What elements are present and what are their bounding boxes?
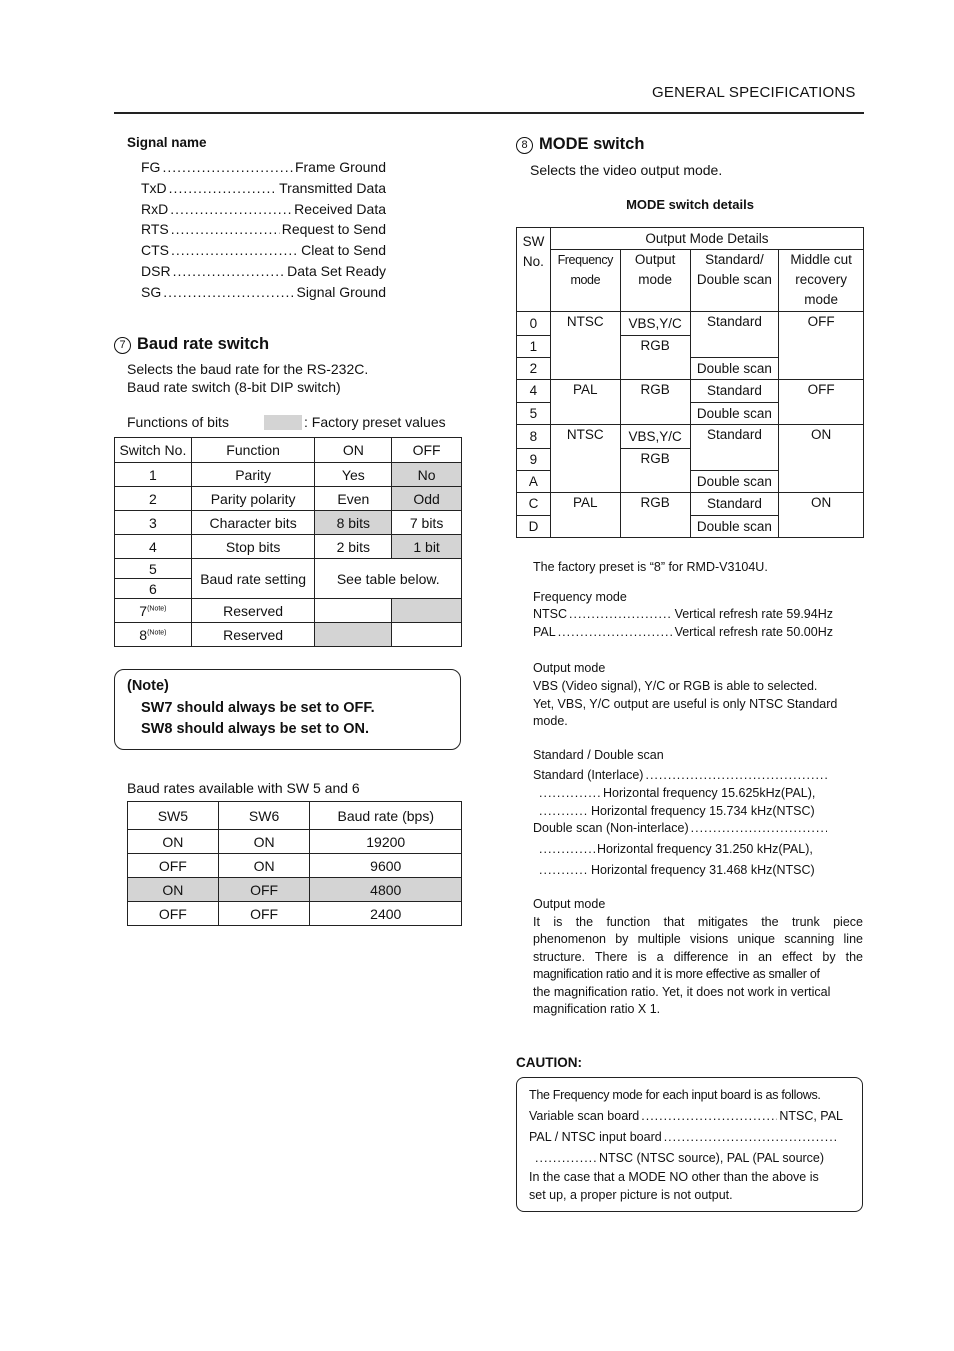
table-row: 0 NTSC VBS,Y/C Standard OFF (517, 312, 864, 336)
table-row: 4 Stop bits 2 bits 1 bit (115, 535, 462, 559)
table-row: A Double scan (517, 471, 864, 493)
baud-desc-1: Selects the baud rate for the RS-232C. (127, 361, 369, 377)
signal-item: RxD ..... Received Data (141, 199, 386, 220)
table-row: 3 Character bits 8 bits 7 bits (115, 511, 462, 535)
preset-swatch (264, 415, 302, 430)
functions-label: Functions of bits (127, 414, 229, 430)
note-box: (Note) SW7 should always be set to OFF. SW8 should always be set to ON. (114, 669, 461, 750)
page-header: GENERAL SPECIFICATIONS (652, 84, 856, 101)
table-row: 6 (115, 579, 462, 599)
table-row: 1 RGB (517, 336, 864, 358)
table-row: 1 Parity Yes No (115, 463, 462, 487)
signal-item: DSR ..... Data Set Ready (141, 261, 386, 282)
header-rule (114, 112, 864, 114)
table-row: 9 RGB (517, 449, 864, 471)
table-row: 2 Double scan (517, 358, 864, 380)
caution-title: CAUTION: (516, 1055, 582, 1070)
table-row: 2 Parity polarity Even Odd (115, 487, 462, 511)
table-row-preset: ON OFF 4800 (128, 878, 462, 902)
table-row: ON ON 19200 (128, 830, 462, 854)
signal-list (141, 157, 386, 303)
table-row: 4 PAL RGB Standard OFF (517, 380, 864, 403)
signal-item: SG ..... Signal Ground (141, 282, 386, 303)
mode-table-title: MODE switch details (626, 197, 754, 212)
std-double-title: Standard / Double scan (533, 747, 664, 762)
table-row: 8 NTSC VBS,Y/C Standard ON (517, 425, 864, 449)
rates-title: Baud rates available with SW 5 and 6 (127, 780, 360, 796)
preset-note: The factory preset is “8” for RMD-V3104U. (533, 560, 768, 574)
output-mode-title: Output mode (533, 661, 606, 676)
baud-rates-table (127, 801, 462, 926)
table-row: $8^{(Note)}$ Reserved (115, 623, 462, 647)
signal-item: RTS ..... Request to Send (141, 219, 386, 240)
table-row: $7^{(Note)}$ Reserved (115, 599, 462, 623)
table-row: OFF ON 9600 (128, 854, 462, 878)
output-mode-title-2: Output mode (533, 896, 606, 911)
table-row: C PAL RGB Standard ON (517, 493, 864, 516)
table-row: D Double scan (517, 516, 864, 538)
table-row: 5 Baud rate setting See table below. (115, 559, 462, 579)
mode-notes: The factory preset is “8” for RMD-V3104U. Frequency mode NTSC ..... Vertical refresh rate 59.94Hz PAL ..... Vertical refresh rate 50.00Hz Output mode VBS (Video signal), Y/C or RGB is able to selected. Yet, VBS, Y/C output are useful is only NTSC Standard mode. Standard / Double scan Standard (Interlace) ..... ..... Horizontal frequency 15.625kHz(PAL), ..... Horizontal frequency 15.734 kHz(NTSC) Double scan (Non-interlace) ..... ..... Horizontal frequency 31.250 kHz(PAL), ..... Horizontal frequency 31.468 kHz(NTSC) Output mode It is the function that mitigates the trunk piece phenomenon by multiple visions unique scanning line structure. There is a difference in an effect by the magnification ratio and it is more effective as smaller of the magnification ratio. Yet, it does not work in vertical magnification ratio X 1. (533, 559, 863, 1019)
baud-section-title: 7 Baud rate switch (114, 335, 269, 354)
signal-item: TxD ..... Transmitted Data (141, 178, 386, 199)
signal-item: CTS ..... Cleat to Send (141, 240, 386, 261)
signal-item: FG ..... Frame Ground (141, 157, 386, 178)
table-row: 5 Double scan (517, 403, 864, 425)
signal-name-title: Signal name (127, 135, 207, 150)
mode-desc: Selects the video output mode. (530, 162, 723, 178)
mode-switch-table: SW No. Output Mode Details Frequency mode Output mode Standard/ Double scan Middle cut recovery mode 0 NTSC VBS,Y/C Standard OFF 1 RGB 2 Double scan 4 PAL RGB Standard OFF 5 Double scan 8 NTSC VBS,Y/C Standard ON 9 RGB A Double scan C PAL RGB Standard ON D Double scan (516, 227, 864, 538)
mode-section-title: 8 MODE switch (516, 135, 644, 154)
dip-switch-table (114, 437, 462, 647)
table-header-row: SW5 SW6 Baud rate (bps) (128, 802, 462, 830)
freq-mode-title: Frequency mode (533, 589, 627, 604)
table-row: OFF OFF 2400 (128, 902, 462, 926)
caution-box: The Frequency mode for each input board is as follows. Variable scan board ..... NTSC, PAL PAL / NTSC input board ..... ..... NTSC (NTSC source), PAL (PAL source) In the case that a MODE NO other than the above is set up, a proper picture is not output. (516, 1077, 863, 1212)
section-number-7: 7 (114, 337, 131, 354)
preset-label: : Factory preset values (304, 414, 446, 430)
section-number-8: 8 (516, 137, 533, 154)
baud-desc-2: Baud rate switch (8-bit DIP switch) (127, 379, 341, 395)
table-header-row: Switch No. Function ON OFF (115, 438, 462, 463)
